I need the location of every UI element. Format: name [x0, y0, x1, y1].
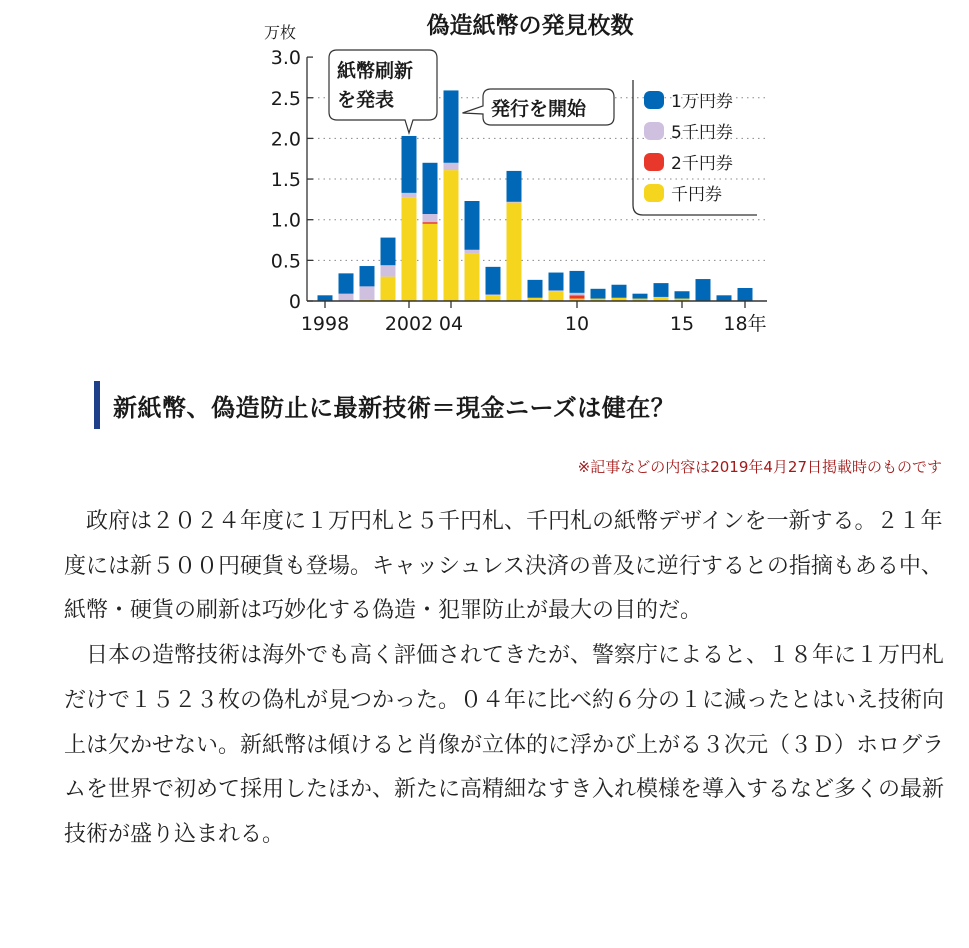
chart-legend	[633, 80, 757, 215]
bar-segment	[381, 265, 396, 276]
chart-title: 偽造紙幣の発見枚数	[426, 13, 634, 39]
bar-segment	[633, 294, 648, 299]
publication-date-note: ※記事などの内容は2019年4月27日掲載時のものです	[577, 458, 942, 476]
bar-stack-2011	[591, 289, 606, 301]
bar-segment	[465, 254, 480, 301]
y-tick-label: 2.5	[270, 87, 301, 110]
bar-segment	[612, 285, 627, 298]
bar-segment	[423, 224, 438, 301]
callout-text-line: を発表	[337, 89, 395, 111]
bar-segment	[402, 193, 417, 198]
y-tick-label: 1.5	[270, 169, 301, 192]
legend-label: 2千円券	[671, 154, 733, 174]
bar-segment	[675, 291, 690, 298]
bar-stack-2018	[738, 288, 753, 301]
bar-stack-2005	[465, 201, 480, 301]
bar-stack-2017	[717, 295, 732, 301]
legend-item	[644, 153, 733, 174]
bar-segment	[465, 201, 480, 250]
x-tick-label: 04	[438, 313, 464, 335]
bar-segment	[444, 90, 459, 162]
bar-segment	[696, 279, 711, 301]
article-paragraph: 政府は２０２４年度に１万円札と５千円札、千円札の紙幣デザインを一新する。２１年度には新５００円硬貨も登場。キャッシュレス決済の普及に逆行するとの指摘もある中、紙幣・硬貨の刷新は巧妙化する偽造・犯罪防止が最大の目的だ。	[64, 509, 943, 624]
bar-segment	[423, 163, 438, 214]
legend-item	[644, 91, 733, 112]
bar-stack-2002	[402, 136, 417, 301]
bar-stack-2009	[549, 273, 564, 301]
legend-swatch	[644, 184, 664, 202]
bar-segment	[486, 294, 501, 295]
bar-stack-1998	[318, 295, 333, 301]
x-tick-label: 15	[669, 313, 695, 335]
bar-segment	[318, 295, 333, 301]
y-tick-label: 3.0	[270, 47, 301, 70]
y-tick-label: 0.5	[270, 250, 301, 273]
bar-segment	[402, 198, 417, 301]
bar-segment	[360, 286, 375, 299]
bar-stack-2007	[507, 171, 522, 301]
bar-segment	[570, 271, 585, 293]
bar-stack-1999	[339, 273, 354, 301]
legend-swatch	[644, 153, 664, 171]
article-body	[64, 500, 944, 858]
bar-segment	[339, 294, 354, 301]
bar-segment	[444, 163, 459, 170]
bar-stack-2015	[675, 291, 690, 301]
bar-segment	[738, 288, 753, 301]
legend-label: 5千円券	[671, 123, 733, 143]
bar-segment	[423, 222, 438, 224]
bar-segment	[486, 295, 501, 301]
callout-text-line: 紙幣刷新	[337, 60, 414, 82]
bar-segment	[507, 171, 522, 202]
bar-segment	[423, 214, 438, 222]
bar-segment	[549, 290, 564, 291]
bar-stack-2003	[423, 163, 438, 301]
callout-text-line: 発行を開始	[491, 98, 587, 120]
y-axis-unit-label: 万枚	[264, 23, 297, 42]
bar-segment	[507, 203, 522, 301]
bar-segment	[549, 291, 564, 301]
bar-segment	[528, 280, 543, 298]
headline-text: 新紙幣、偽造防止に最新技術＝現金ニーズは健在？	[113, 393, 676, 422]
bar-stack-2010	[570, 271, 585, 301]
x-tick-label: 1998	[300, 313, 350, 335]
bar-stack-2006	[486, 267, 501, 301]
legend-swatch	[644, 122, 664, 140]
bar-segment	[465, 250, 480, 254]
legend-item	[644, 184, 722, 205]
bar-segment	[381, 277, 396, 301]
article-paragraph: 日本の造幣技術は海外でも高く評価されてきたが、警察庁によると、１８年に１万円札だけで１５２３枚の偽札が見つかった。０４年に比べ約６分の１に減ったとはいえ技術向上は欠かせない。新紙幣は傾けると肖像が立体的に浮かび上がる３次元（３Ｄ）ホログラムを世界で初めて採用したほか、新たに高精細なすき入れ模様を導入するなど多くの最新技術が盛り込まれる。	[64, 643, 945, 847]
chart-svg	[240, 0, 800, 345]
bar-segment	[444, 170, 459, 301]
bar-segment	[591, 289, 606, 299]
x-tick-label: 18年	[723, 313, 767, 335]
bar-stack-2001	[381, 238, 396, 301]
bar-stack-2004	[444, 90, 459, 301]
bar-stack-2012	[612, 285, 627, 301]
article-headline	[94, 381, 675, 429]
legend-label: 1万円券	[671, 92, 733, 112]
bar-stack-2013	[633, 294, 648, 301]
bar-segment	[381, 238, 396, 266]
bar-segment	[402, 136, 417, 193]
x-tick-label: 10	[564, 313, 590, 335]
bar-segment	[654, 283, 669, 297]
y-tick-label: 1.0	[270, 209, 301, 232]
bar-stack-2008	[528, 280, 543, 301]
bar-segment	[570, 293, 585, 295]
counterfeit-notes-chart	[240, 0, 800, 345]
y-tick-label: 2.0	[270, 128, 301, 151]
legend-item	[644, 122, 733, 143]
bar-stack-2014	[654, 283, 669, 301]
y-tick-label: 0	[288, 291, 301, 313]
callout-issuance-started	[463, 89, 615, 125]
legend-swatch	[644, 91, 664, 109]
bar-segment	[339, 273, 354, 293]
bar-segment	[360, 266, 375, 286]
bar-segment	[549, 273, 564, 291]
x-tick-label: 2002	[384, 313, 434, 335]
bar-stack-2016	[696, 279, 711, 301]
bar-segment	[507, 202, 522, 203]
callout-bill-redesign-announced	[329, 50, 437, 133]
bar-segment	[570, 295, 585, 298]
bar-stack-2000	[360, 266, 375, 301]
bar-segment	[486, 267, 501, 295]
bar-segment	[717, 295, 732, 301]
headline-accent-bar	[94, 381, 100, 429]
legend-label: 千円券	[671, 185, 722, 205]
